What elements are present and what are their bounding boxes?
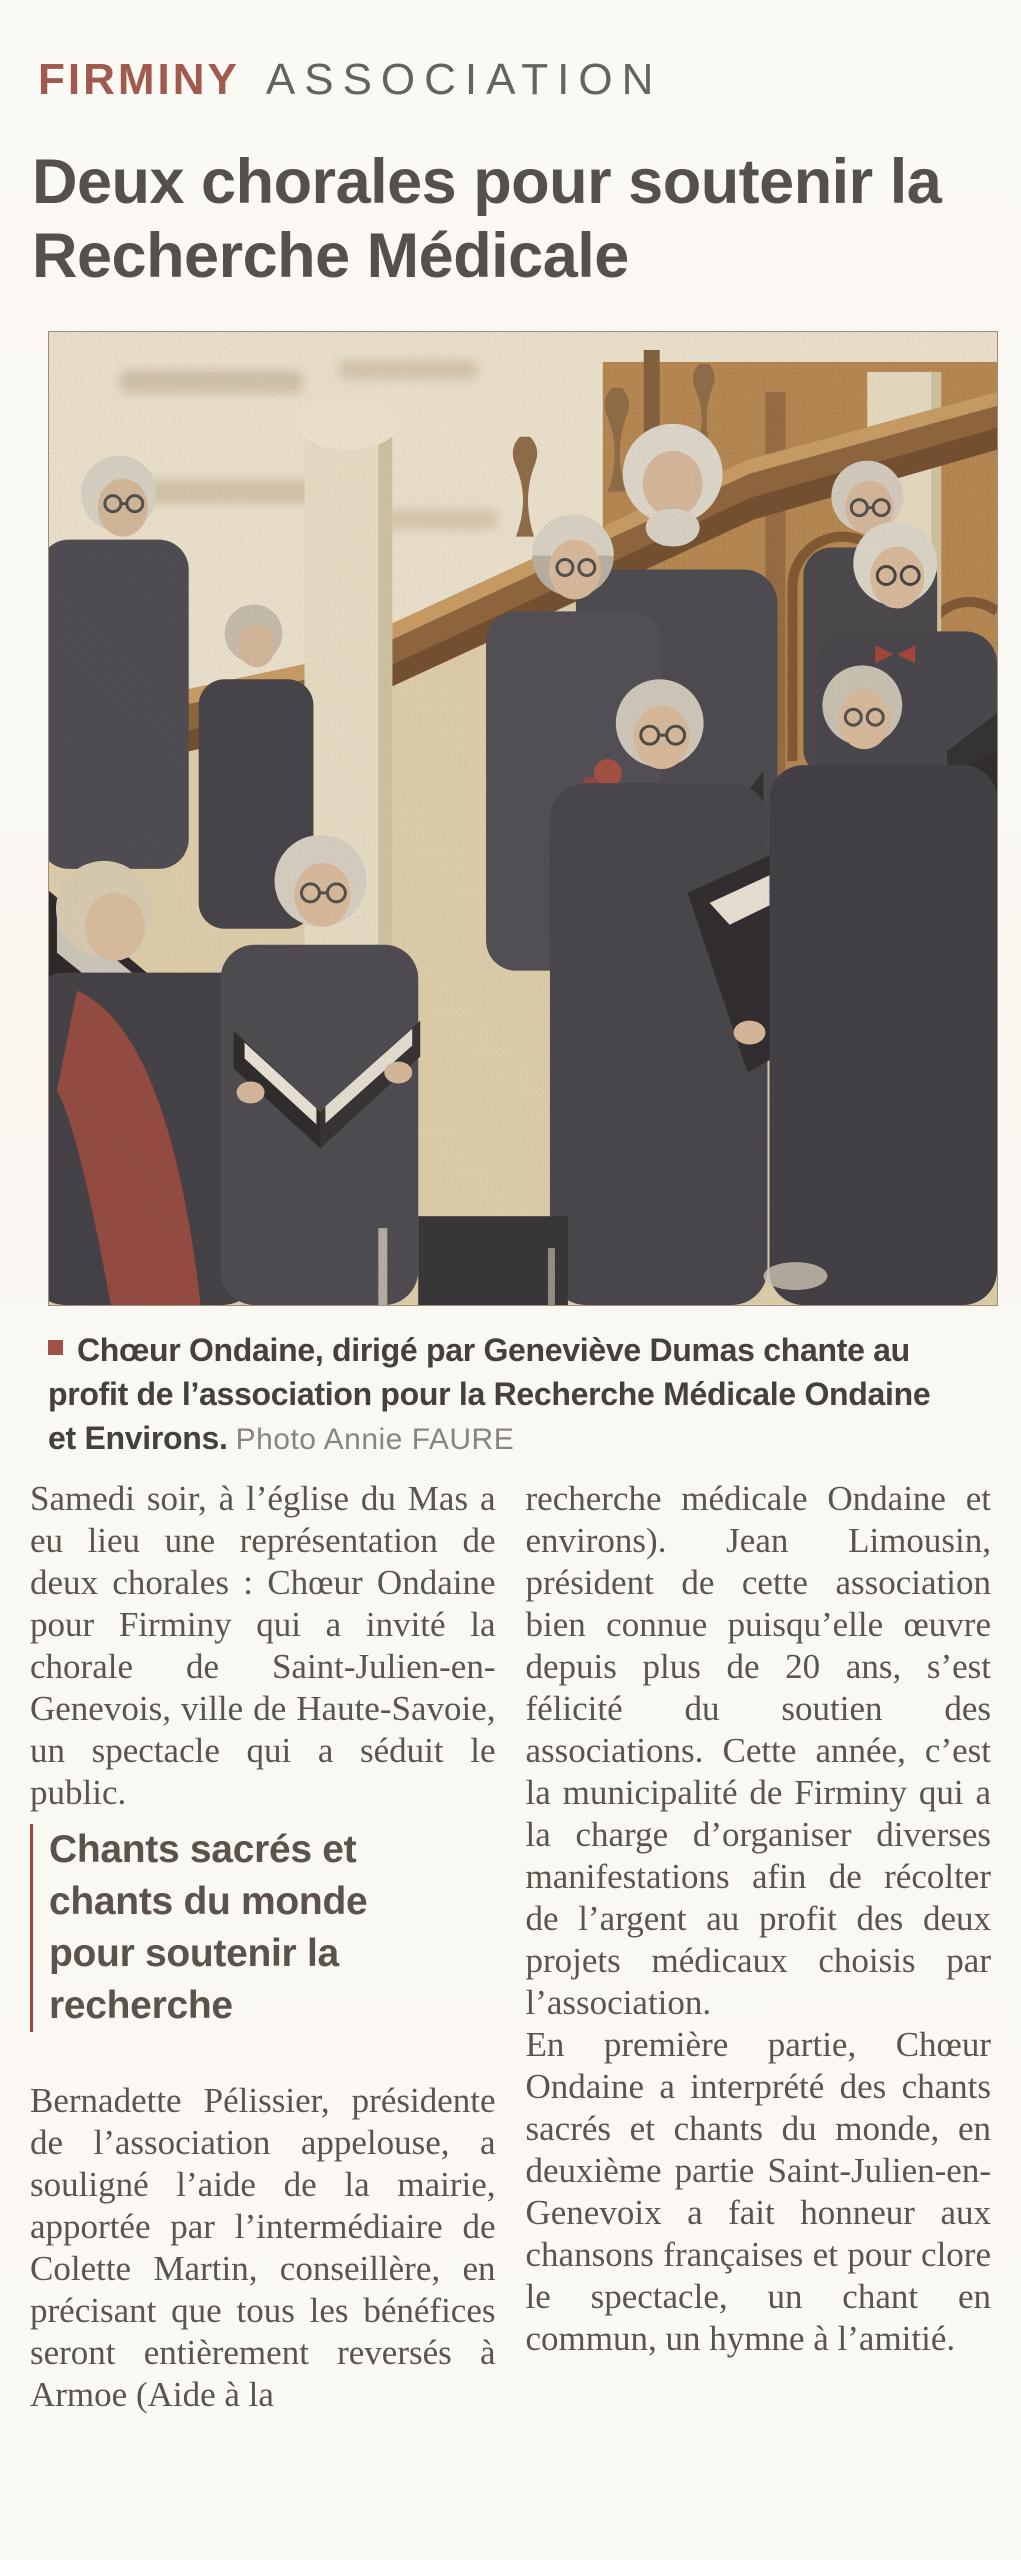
article-body (30, 1478, 991, 2416)
photo-caption (48, 1328, 960, 1462)
choir-photo-illustration (49, 332, 997, 1305)
caption-credit: Photo Annie FAURE (235, 1423, 515, 1456)
paragraph-left-2: Bernadette Pélissier, présidente de l’association appelouse, a souligné l’aide de la mairie, apportée par l’intermédiaire de Colette Martin, conseillère, en précisant que tous les bénéfices seront entièrement reversés à Armoe (Aide à la (30, 2081, 496, 2414)
choir-photo (48, 331, 998, 1306)
kicker-location: FIRMINY (38, 55, 240, 104)
paragraph-right-2: En première partie, Chœur Ondaine a interprété des chants sacrés et chants du monde, en deuxième partie Saint-Julien-en-Genevoix a fait honneur aux chansons françaises et pour clore le spectacle, un chant en commun, un hymne à l’amitié. (525, 2025, 991, 2358)
kicker (38, 55, 991, 105)
column-left (30, 1478, 496, 2416)
kicker-section: ASSOCIATION (265, 55, 663, 104)
article-headline: Deux chorales pour soutenir la Recherche Médicale (32, 147, 942, 291)
article-subheading: Chants sacrés et chants du monde pour soutenir la recherche (30, 1824, 409, 2032)
caption-text: Chœur Ondaine, dirigé par Geneviève Dumas chante au profit de l’association pour la Recherche Médicale Ondaine et Environs. (48, 1332, 931, 1456)
paragraph-right-1: recherche médicale Ondaine et environs). Jean Limousin, président de cette association bien connue puisqu’elle œuvre depuis plus de 20 ans, s’est félicité du soutien des associations. Cette année, c’est la municipalité de Firminy qui a la charge d’organiser diverses manifestations afin de récolter de l’argent au profit des deux projets médicaux choisis par l’association. (525, 1479, 991, 2022)
caption-bullet (48, 1340, 63, 1355)
column-right (526, 1478, 992, 2416)
paragraph-lead: Samedi soir, à l’église du Mas a eu lieu une représentation de deux chorales : Chœur Ondaine pour Firminy qui a invité la chorale de Saint-Julien-en-Genevois, ville de Haute-Savoie, un spectacle qui a séduit le public. (30, 1479, 496, 1812)
